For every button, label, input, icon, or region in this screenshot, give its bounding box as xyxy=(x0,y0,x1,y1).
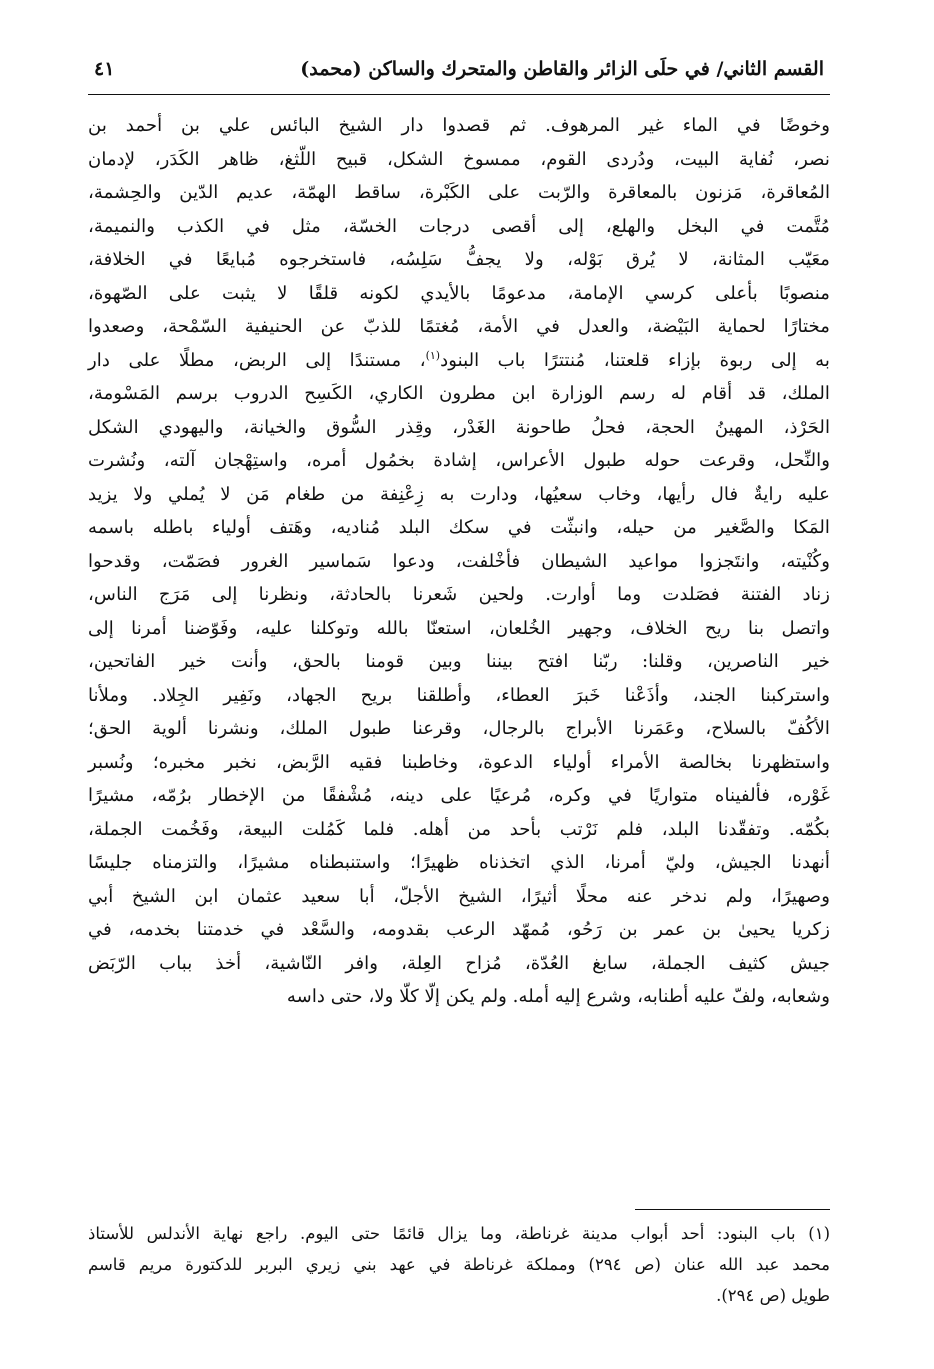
body-line: وشعابه، ولفّ عليه أطنابه، وشرع إليه أمله. ولم يكن إلّا كلّا ولا، حتى داسه xyxy=(286,986,830,1007)
line-end: ، مستندًا إلى الربض، مطلًا على دار xyxy=(88,349,426,371)
header-title: القسم الثاني/ في حلَى الزائر والقاطن والمتحرك والساكن (محمد) xyxy=(300,58,824,80)
running-header xyxy=(88,58,830,95)
body-line: منصوبًا بأعلى كرسي الإمامة، مدعومًا بالأيدي لكونه قلقًا لا يثبت على الصّهوة، xyxy=(88,282,830,304)
body-text xyxy=(88,109,830,1014)
page-number: ٤١ xyxy=(94,58,115,80)
footnote-line: محمد عبد الله عنان (ص ٢٩٤) ومملكة غرناطة في عهد بني زيري البربر للدكتورة مريم قاسم xyxy=(88,1255,830,1274)
body-line: بكُمّه. وتفقّدنا البلد، فلم نَرْتب بأحد من أهله. فلما كَمُلت البيعة، وفَخُمت الجملة، xyxy=(88,818,830,840)
body-line: أنهدنا الجيش، وليّ أمرنا، الذي اتخذناه ظهيرًا؛ واستنبطناه مشيرًا، والتزمناه جليسًا xyxy=(88,852,830,873)
body-line: واتصل بنا ريح الخلاف، وجهير الخُلعان، استعنّا بالله وتوكلنا عليه، وفَوّضنا أمرنا إلى xyxy=(88,617,830,639)
body-line: الحَرْذ، المهينُ الحجة، فحلُ طاحونة الغَدْر، وقِذر السُّوق والخيانة، واليهودي الشكل xyxy=(88,416,830,438)
body-line: مُتَّمت في البخل والهلع، إلى أقصى درجات الخسّة، مثل في الكذب والنميمة، xyxy=(88,215,830,237)
body-line: زناد الفتنة فصَلدت وما أوارت. ولحين شَعرنا بالحادثة، ونظرنا إلى مَرَج الناس، xyxy=(88,584,830,605)
body-line: واستركبنا الجند، وأذَعْنا خَبرَ العطاء، وأطلقنا بريح الجهاد، ونَفِير الجِلاد. وملأنا xyxy=(88,684,830,706)
body-line-with-footnote xyxy=(88,344,830,378)
body-line: مختارًا لحماية البَيْضة، والعدل في الأمة، مُغتمًا للذبّ عن الحنيفية السّمْحة، وصعدوا xyxy=(88,316,830,337)
footnote-separator xyxy=(635,1209,830,1210)
footnotes xyxy=(88,1218,830,1311)
footnote-line: طويل (ص ٢٩٤). xyxy=(716,1286,830,1305)
body-line: زكريا يحيىٰ بن عمر بن رَحُو، مُمهّد الرعب بقدومه، والسَّعْد في خدمتنا بخدمه، في xyxy=(88,919,830,940)
body-line: وصهيرًا، ولم ندخر عنه محلًا أثيرًا، الشيخ الأجلّ، أبا سعيد عثمان ابن الشيخ أبي xyxy=(88,885,830,907)
body-line: معَيّب المثانة، لا يُرق بَوْله، ولا يجفُّ سَلِسُه، فاستخرجوه مُبايعًا في الخلافة، xyxy=(88,249,830,270)
body-line: وكُنْيته، وانتَجزوا مواعيد الشيطان فأخْلفت، ودعوا سَماسير الغرور فصَمّت، وقدحوا xyxy=(88,550,830,572)
body-line: جيش كثيف الجملة، سابغ العُدّة، مُزاح العِلة، وافر النّاشية، أخذ بباب الرّبَض xyxy=(88,952,830,974)
body-line: واستظهرنا بخالصة الأمراء أولياء الدعوة، وخاطبنا فقيه الرَّبض، نخبر مخبره؛ ونُسبر xyxy=(88,751,830,773)
body-line: المُعاقرة، مَزنون بالمعاقرة والرّبت على الكَبْرة، ساقط الهمّة، عديم الدّين والحِشمة، xyxy=(88,182,830,203)
body-line: الملك، قد أقام له رسم الوزارة ابن مطرون الكاري، الكَسِح الدروب برسم المَسْومة، xyxy=(88,383,830,404)
body-line: غَوْره، فألفيناه متواريًا في وكره، مُرعيًا على دينه، مُشْفقًا من الإخطار برُمّه، مشيرًا xyxy=(88,785,830,806)
line-start: به إلى ربوة بإزاء قلعتنا، مُنتترًا باب البنود xyxy=(440,349,830,371)
footnote-reference: (١) xyxy=(425,348,441,362)
body-line: عليه رايةٌ فال رأيها، وخاب سعيُها، ودارت به زِعْنِفة من طغام مَن لا يُملي ولا يزيد xyxy=(88,483,830,505)
body-line: نصر، نُفاية البيت، ودُردى القوم، ممسوخ الشكل، قبيح اللّثغ، ظاهر الكَدَر، لإدمان xyxy=(88,148,830,170)
body-line: الأكُفّ بالسلاح، وعَمَرنا الأبراج بالرجال، وقرعنا طبول الملك، ونشرنا ألوية الحق؛ xyxy=(88,718,830,739)
page xyxy=(88,58,830,1014)
body-line: المَكا والصَّغير من حيله، وانبثّت في سكك البلد مُناديه، وهَتف أولياء باطله باسمه xyxy=(88,517,830,538)
body-line: خير الناصرين، وقلنا: ربّنا افتح بيننا وبين قومنا بالحق، وأنت خير الفاتحين، xyxy=(88,651,830,672)
footnote-line: (١) باب البنود: أحد أبواب مدينة غرناطة، وما يزال قائمًا حتى اليوم. راجع نهاية الأندلس للأستاذ xyxy=(88,1224,830,1243)
body-line: وخوضًا في الماء غير المرهوف. ثم قصدوا دار الشيخ البائس علي بن أحمد بن xyxy=(88,115,830,136)
body-line: والنِّحل، وقرعت حوله طبول الأعراس، إشادة بخمُول أمره، واستِهْجان آلته، ونُشرت xyxy=(88,450,830,471)
